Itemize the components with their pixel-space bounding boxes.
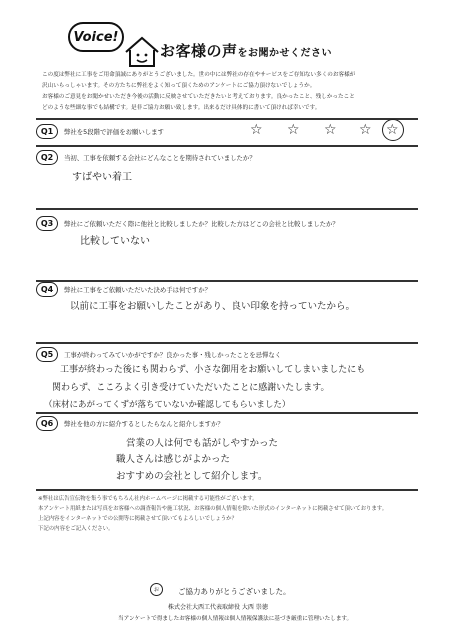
question-text: 弊社を他の方に紹介するとしたらなんと紹介しますか？	[64, 420, 224, 428]
title-sub: をお聞かせください	[237, 48, 333, 59]
handwritten-answer-line: おすすめの会社として紹介します。	[116, 471, 268, 482]
question-number: Q4	[36, 282, 58, 297]
handwritten-answer-line: 関わらず、こころよく引き受けていただいたことに感謝いたします。	[52, 383, 330, 393]
voice-badge: Voice!	[68, 22, 124, 52]
thanks-icon: お	[150, 583, 163, 596]
handwritten-answer-line: 営業の人は何でも話がしやすかった	[126, 438, 279, 449]
rating-circle	[382, 119, 404, 141]
question-number: Q2	[36, 150, 58, 165]
question-text: 当初、工事を依頼する会社にどんなことを期待されていましたか？	[64, 154, 256, 162]
question-row-q1	[36, 118, 418, 146]
handwritten-answer-line: 職人さんは感じがよかった	[116, 454, 231, 465]
handwritten-answer: 比較していない	[80, 236, 150, 247]
question-text: 弊社に工事をご依頼いただいた決め手は何ですか？	[64, 286, 211, 294]
intro-line: お客様のご意見をお聞かせいただき今後の活動に反映させていただきたいと考えております。良かったこと、残しかったこと	[42, 94, 355, 100]
handwritten-answer: すばやい着工	[72, 172, 132, 183]
question-row-q5	[36, 342, 418, 384]
title-main: お客様の声	[160, 42, 238, 60]
handwritten-answer: 以前に工事をお願いしたことがあり、良い印象を持っていたから。	[70, 301, 356, 312]
footer-note: 上記内容をインターネットでの公開等に掲載させて頂いてもよろしいでしょうか？	[38, 516, 237, 522]
handwritten-answer-line: 工事が終わった後にも関わらず、小さな御用をお願いしてしまいましたにも	[60, 365, 366, 375]
footer-note: 本アンケート用紙または写真をお客様への調査報告や施工状況、お客様の個人情報を除いた形式のインターネットに掲載させて頂いております。	[38, 506, 388, 512]
question-number: Q3	[36, 216, 58, 231]
intro-line: どのような些細な事でも結構です。是非ご協力お願い致します。出来るだけ具体的に書いて頂ければ幸いです。	[42, 105, 321, 111]
question-number: Q1	[36, 124, 58, 139]
thanks-text: ご協力ありがとうございました。	[178, 587, 291, 596]
question-text: 弊社にご依頼いただく際に他社と比較しましたか？比較した方はどこの会社と比較しましたか？	[64, 220, 339, 228]
footer-note: 下記の内容をご記入ください。	[38, 526, 114, 532]
question-row-q6	[36, 413, 418, 489]
footer-note: ※弊社は広告宣伝物を集う事でもちろん社内ホームページに掲載する可能性がございます。	[38, 496, 258, 502]
star-icon[interactable]: ☆	[386, 122, 399, 138]
star-icon[interactable]: ☆	[324, 122, 337, 138]
question-number: Q6	[36, 416, 58, 431]
star-icon[interactable]: ☆	[359, 122, 372, 138]
intro-text	[42, 70, 417, 114]
privacy-note: 当アンケートで得ましたお客様の個人情報は個人情報保護法に基づき厳重に管理いたします。	[118, 616, 353, 622]
question-row-q4	[36, 280, 418, 342]
handwritten-answer-line: （床材にあがってくずが落ちていないか確認してもらいました）	[44, 400, 291, 410]
house-smile-icon	[122, 34, 162, 70]
intro-line: 沢山いらっしゃいます。その方たちに弊社をよく知って頂くためのアンケートにご協力頂けないでしょうか。	[42, 83, 316, 89]
star-icon[interactable]: ☆	[287, 122, 300, 138]
question-text: 工事が終わってみていかがですか？良かった事・残しかったことを忌憚なく	[64, 351, 282, 359]
question-row-q3	[36, 208, 418, 280]
question-row-q2	[36, 146, 418, 208]
intro-line: この度は弊社に工事をご用命頂誠にありがとうございました。世の中には弊社の存在やサービスをご存知ない多くのお客様が	[42, 72, 356, 78]
question-number: Q5	[36, 347, 58, 362]
page-title	[160, 40, 332, 61]
star-icon[interactable]: ☆	[250, 122, 263, 138]
company-name: 株式会社大西工代表取締役 大西 崇徳	[168, 604, 268, 611]
question-text: 弊社を5段階で評価をお願いします	[64, 128, 164, 136]
